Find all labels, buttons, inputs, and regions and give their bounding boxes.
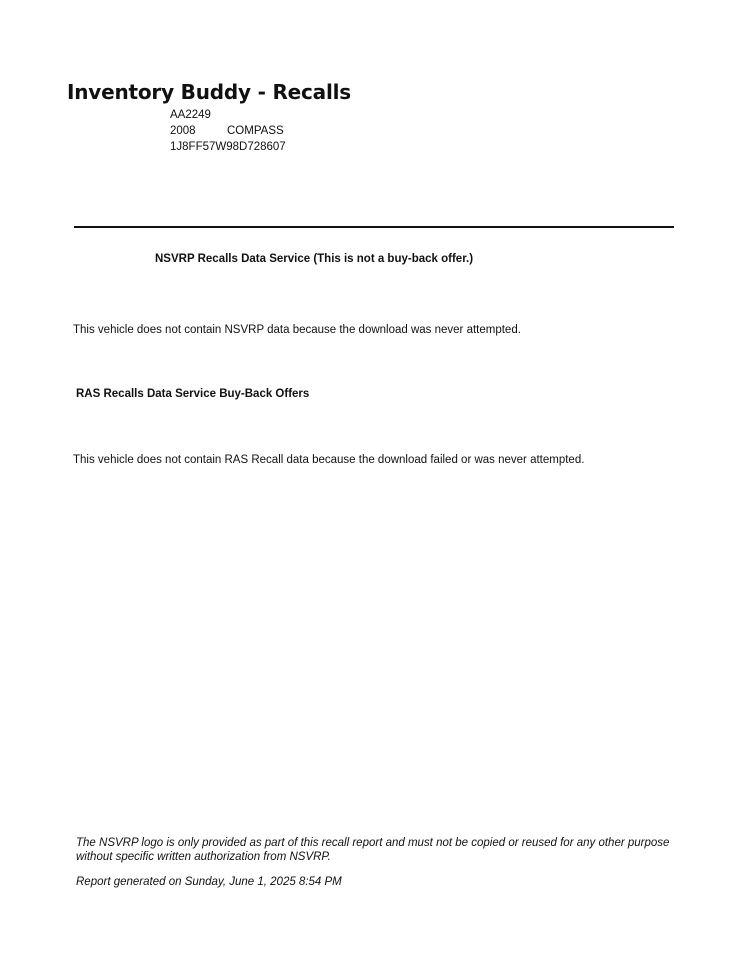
vin-value: 1J8FF57W98D728607	[170, 141, 286, 153]
model-value: COMPASS	[227, 125, 284, 137]
year-value: 2008	[170, 125, 196, 137]
report-title: Inventory Buddy - Recalls	[67, 80, 351, 104]
report-generated-timestamp: Report generated on Sunday, June 1, 2025 8:54 PM	[76, 876, 342, 888]
ras-message: This vehicle does not contain RAS Recall data because the download failed or was never attempted.	[73, 454, 585, 466]
logo-disclaimer: The NSVRP logo is only provided as part of this recall report and must not be copied or reused for any other purpose without specific written authorization from NSVRP.	[76, 837, 670, 863]
nsvrp-heading: NSVRP Recalls Data Service (This is not a buy-back offer.)	[155, 253, 474, 265]
stock-number-value: AA2249	[170, 109, 211, 121]
header-divider	[74, 226, 674, 228]
ras-heading: RAS Recalls Data Service Buy-Back Offers	[76, 388, 310, 400]
nsvrp-message: This vehicle does not contain NSVRP data because the download was never attempted.	[73, 324, 521, 336]
